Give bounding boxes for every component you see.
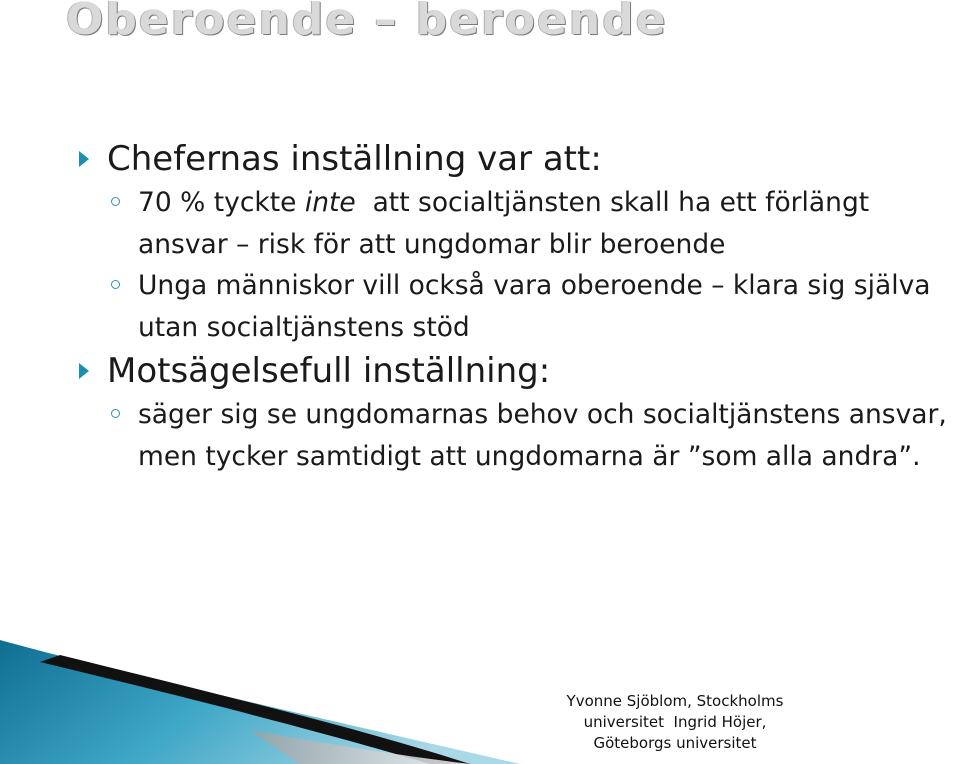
triangle-bullet-icon <box>79 363 89 379</box>
sub-bullet-text: Unga människor vill också vara oberoende – klara sig själva utan socialtjänstens stöd <box>138 270 931 343</box>
slide-title: Oberoende – beroende <box>66 0 668 45</box>
sub-bullet-sager-sig <box>0 394 960 477</box>
footer-line: universitet Ingrid Höjer, <box>583 713 767 731</box>
ring-bullet-icon <box>111 197 120 206</box>
bullet-text: Motsägelsefull inställning: <box>107 351 551 391</box>
bullet-motsagelsefull <box>0 348 960 394</box>
sub-bullet-unga-manniskor <box>0 265 960 348</box>
slide-footer-authors <box>556 691 794 754</box>
sub-bullet-emphasis: inte <box>304 187 356 218</box>
bullet-list <box>0 136 960 477</box>
sub-bullet-text-pre: 70 % tyckte <box>138 187 305 218</box>
bullet-text: Chefernas inställning var att: <box>107 139 602 179</box>
footer-line: Göteborgs universitet <box>593 734 757 752</box>
sub-bullet-text-post: att socialtjänsten skall ha ett förlängt ansvar – risk för att ungdomar blir beroende <box>138 187 878 260</box>
bullet-chefernas <box>0 136 960 182</box>
sub-bullet-text: säger sig se ungdomarnas behov och socialtjänstens ansvar, men tycker samtidigt att ungdomarna är ”som alla andra”. <box>138 399 947 472</box>
ring-bullet-icon <box>111 280 120 289</box>
footer-line: Yvonne Sjöblom, Stockholms <box>566 692 784 710</box>
ring-bullet-icon <box>111 409 120 418</box>
triangle-bullet-icon <box>79 151 89 167</box>
sub-bullet-70-procent <box>0 182 960 265</box>
